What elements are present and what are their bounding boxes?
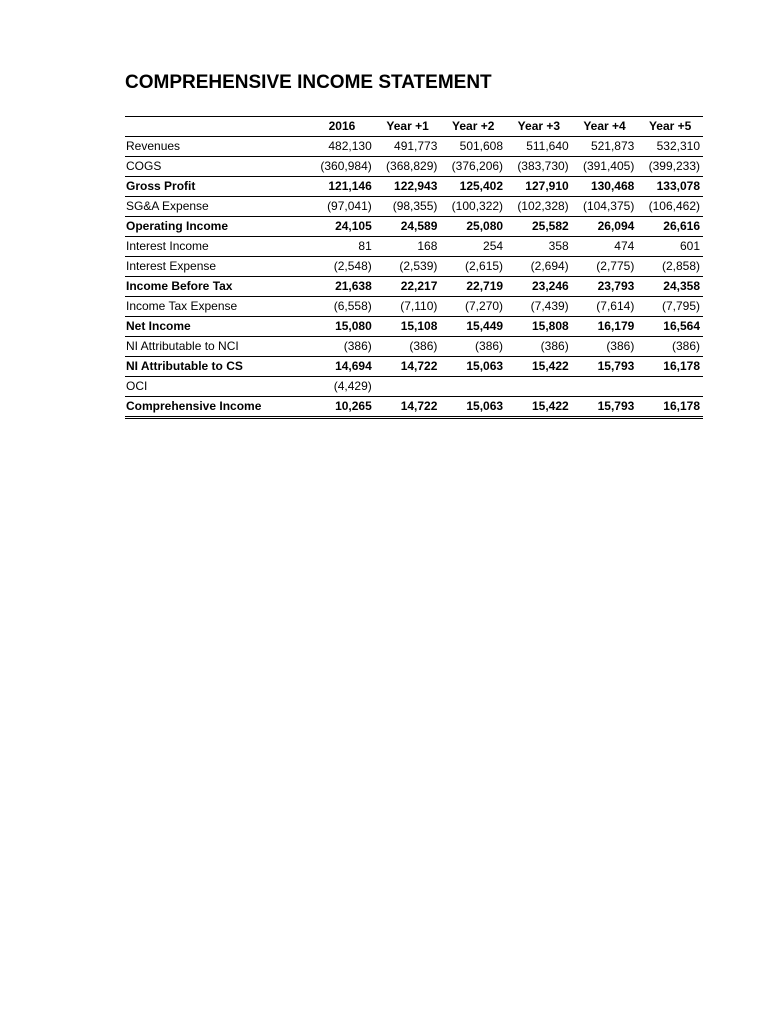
table-cell: 15,422 xyxy=(506,397,572,418)
table-cell: 15,793 xyxy=(572,397,638,418)
table-cell: (386) xyxy=(375,337,441,357)
table-cell: 168 xyxy=(375,237,441,257)
table-row xyxy=(125,397,703,418)
table-cell: (386) xyxy=(309,337,375,357)
table-row xyxy=(125,357,703,377)
table-row xyxy=(125,137,703,157)
table-cell: 26,616 xyxy=(637,217,703,237)
page-title: COMPREHENSIVE INCOME STATEMENT xyxy=(125,72,492,93)
table-cell: (386) xyxy=(506,337,572,357)
table-cell: 16,179 xyxy=(572,317,638,337)
table-cell: (2,694) xyxy=(506,257,572,277)
column-header: Year +4 xyxy=(583,119,626,134)
table-cell: 25,582 xyxy=(506,217,572,237)
table-cell: (386) xyxy=(572,337,638,357)
table-cell: 26,094 xyxy=(572,217,638,237)
table-cell: (104,375) xyxy=(572,197,638,217)
table-row xyxy=(125,317,703,337)
table-cell: (386) xyxy=(440,337,506,357)
table-cell: 15,080 xyxy=(309,317,375,337)
table-cell xyxy=(572,377,638,397)
table-cell: (7,270) xyxy=(440,297,506,317)
table-cell: (386) xyxy=(637,337,703,357)
table-cell xyxy=(440,377,506,397)
table-cell: 482,130 xyxy=(309,137,375,157)
table-cell: 14,722 xyxy=(375,357,441,377)
row-label: Revenues xyxy=(125,137,309,157)
table-cell: 15,793 xyxy=(572,357,638,377)
table-cell: 125,402 xyxy=(440,177,506,197)
table-row xyxy=(125,197,703,217)
table-cell: (98,355) xyxy=(375,197,441,217)
table-cell: 511,640 xyxy=(506,137,572,157)
table-cell: 24,589 xyxy=(375,217,441,237)
table-cell: 15,063 xyxy=(440,397,506,418)
table-cell: 127,910 xyxy=(506,177,572,197)
table-cell: (100,322) xyxy=(440,197,506,217)
table-cell: 25,080 xyxy=(440,217,506,237)
table-cell: (7,110) xyxy=(375,297,441,317)
table-cell xyxy=(506,377,572,397)
table-cell: (7,439) xyxy=(506,297,572,317)
table-cell: 16,564 xyxy=(637,317,703,337)
table-cell xyxy=(375,377,441,397)
table-cell: 81 xyxy=(309,237,375,257)
table-cell: 22,719 xyxy=(440,277,506,297)
table-cell: 254 xyxy=(440,237,506,257)
table-cell: 15,449 xyxy=(440,317,506,337)
table-cell: 601 xyxy=(637,237,703,257)
table-cell: 10,265 xyxy=(309,397,375,418)
table-cell: 24,358 xyxy=(637,277,703,297)
table-cell: 121,146 xyxy=(309,177,375,197)
row-label: COGS xyxy=(125,157,309,177)
column-header: Year +5 xyxy=(648,119,692,134)
table-cell: (2,775) xyxy=(572,257,638,277)
table-cell: (399,233) xyxy=(637,157,703,177)
row-label: Interest Income xyxy=(125,237,309,257)
table-row xyxy=(125,237,703,257)
table-cell: 21,638 xyxy=(309,277,375,297)
row-label: Net Income xyxy=(125,317,309,337)
table-cell: (2,858) xyxy=(637,257,703,277)
header-row xyxy=(125,117,703,137)
table-row xyxy=(125,277,703,297)
table-cell: 24,105 xyxy=(309,217,375,237)
column-header: 2016 xyxy=(328,119,356,134)
header-label-cell xyxy=(125,117,309,137)
row-label: NI Attributable to CS xyxy=(125,357,309,377)
table-cell: 130,468 xyxy=(572,177,638,197)
table-cell: 14,722 xyxy=(375,397,441,418)
table-cell: (360,984) xyxy=(309,157,375,177)
table-cell: (368,829) xyxy=(375,157,441,177)
table-cell: 532,310 xyxy=(637,137,703,157)
table-cell: 521,873 xyxy=(572,137,638,157)
table-row xyxy=(125,177,703,197)
row-label: Income Before Tax xyxy=(125,277,309,297)
table-cell: 23,246 xyxy=(506,277,572,297)
row-label: Comprehensive Income xyxy=(125,397,309,418)
income-statement-table xyxy=(125,116,703,419)
row-label: OCI xyxy=(125,377,309,397)
table-cell: 501,608 xyxy=(440,137,506,157)
table-cell: 15,108 xyxy=(375,317,441,337)
table-cell: 23,793 xyxy=(572,277,638,297)
table-row xyxy=(125,337,703,357)
table-cell: 15,063 xyxy=(440,357,506,377)
table-cell: (7,795) xyxy=(637,297,703,317)
table-cell: 16,178 xyxy=(637,397,703,418)
table-cell: 491,773 xyxy=(375,137,441,157)
row-label: NI Attributable to NCI xyxy=(125,337,309,357)
table-row xyxy=(125,257,703,277)
column-header: Year +2 xyxy=(452,119,495,134)
table-cell: 22,217 xyxy=(375,277,441,297)
table-body xyxy=(125,137,703,418)
row-label: Interest Expense xyxy=(125,257,309,277)
table-cell: (102,328) xyxy=(506,197,572,217)
table-cell: (2,548) xyxy=(309,257,375,277)
table-cell: 474 xyxy=(572,237,638,257)
table-cell: 16,178 xyxy=(637,357,703,377)
column-header: Year +1 xyxy=(386,119,429,134)
row-label: Gross Profit xyxy=(125,177,309,197)
table-cell: (4,429) xyxy=(309,377,375,397)
table-cell: (97,041) xyxy=(309,197,375,217)
row-label: Income Tax Expense xyxy=(125,297,309,317)
table-cell: 358 xyxy=(506,237,572,257)
table-cell xyxy=(637,377,703,397)
table-row xyxy=(125,217,703,237)
table-cell: (376,206) xyxy=(440,157,506,177)
column-header: Year +3 xyxy=(517,119,561,134)
table-cell: (6,558) xyxy=(309,297,375,317)
table-cell: (7,614) xyxy=(572,297,638,317)
row-label: SG&A Expense xyxy=(125,197,309,217)
table-cell: 15,422 xyxy=(506,357,572,377)
table-row xyxy=(125,377,703,397)
table-row xyxy=(125,297,703,317)
table-cell: (2,539) xyxy=(375,257,441,277)
table-cell: 14,694 xyxy=(309,357,375,377)
table-cell: (391,405) xyxy=(572,157,638,177)
row-label: Operating Income xyxy=(125,217,309,237)
table-cell: 133,078 xyxy=(637,177,703,197)
table-cell: 122,943 xyxy=(375,177,441,197)
table-cell: 15,808 xyxy=(506,317,572,337)
table-cell: (2,615) xyxy=(440,257,506,277)
table-cell: (383,730) xyxy=(506,157,572,177)
table-cell: (106,462) xyxy=(637,197,703,217)
table-row xyxy=(125,157,703,177)
